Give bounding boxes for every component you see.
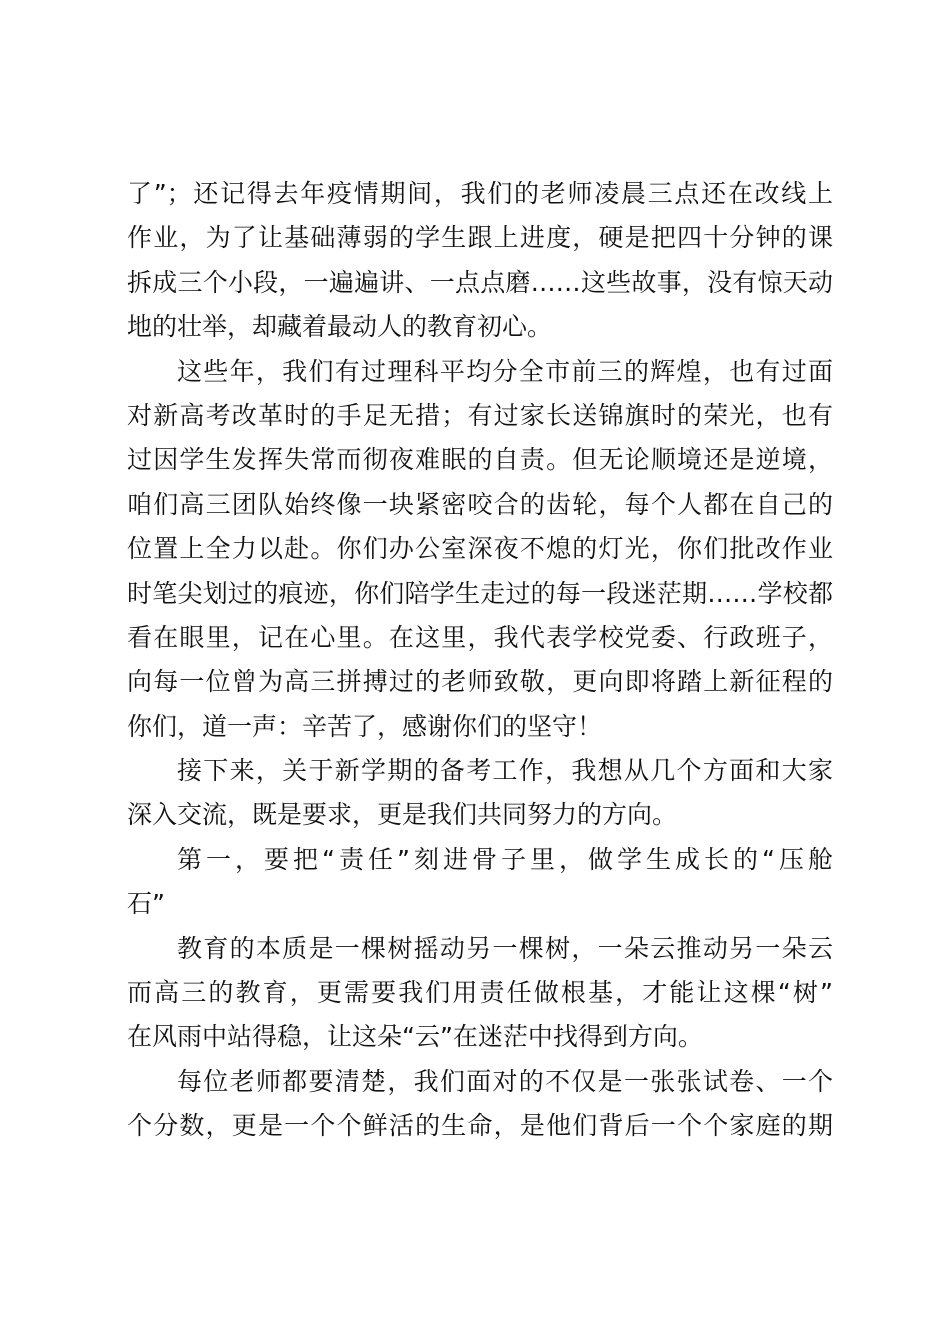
text-line: 地的壮举，却藏着最动人的教育初心。 — [127, 312, 553, 342]
text-line: 教育的本质是一棵树摇动另一棵树，一朵云推动另一朵云 — [177, 933, 833, 963]
body-text — [127, 172, 833, 1149]
text-line: 个分数，更是一个个鲜活的生命，是他们背后一个个家庭的期 — [127, 1111, 833, 1141]
text-line: 你们，道一声：辛苦了，感谢你们的坚守！ — [127, 711, 603, 741]
text-line: 向每一位曾为高三拼搏过的老师致敬，更向即将踏上新征程的 — [127, 667, 833, 697]
text-line: 对新高考改革时的手足无措；有过家长送锦旗时的荣光，也有 — [127, 400, 833, 430]
text-line: 在风雨中站得稳，让这朵“云”在迷茫中找得到方向。 — [127, 1022, 703, 1052]
text-line: 深入交流，既是要求，更是我们共同努力的方向。 — [127, 800, 678, 830]
text-line: 过因学生发挥失常而彻夜难眠的自责。但无论顺境还是逆境， — [127, 445, 833, 475]
text-line: 拆成三个小段，一遍遍讲、一点点磨……这些故事，没有惊天动 — [127, 267, 833, 297]
text-line: 接下来，关于新学期的备考工作，我想从几个方面和大家 — [177, 756, 833, 786]
text-line: 这些年，我们有过理科平均分全市前三的辉煌，也有过面 — [177, 356, 833, 386]
text-line: 而高三的教育，更需要我们用责任做根基，才能让这棵“树” — [127, 978, 833, 1008]
text-line: 每位老师都要清楚，我们面对的不仅是一张张试卷、一个 — [177, 1066, 833, 1096]
text-line: 了”；还记得去年疫情期间，我们的老师凌晨三点还在改线上 — [127, 179, 833, 208]
text-line: 时笔尖划过的痕迹，你们陪学生走过的每一段迷茫期……学校都 — [127, 578, 833, 608]
text-line: 位置上全力以赴。你们办公室深夜不熄的灯光，你们批改作业 — [127, 534, 833, 564]
text-line: 看在眼里，记在心里。在这里，我代表学校党委、行政班子， — [127, 622, 833, 652]
section-heading: 第一，要把“责任”刻进骨子里，做学生成长的“压舱 — [177, 844, 833, 874]
section-heading: 石” — [127, 889, 165, 919]
text-line: 作业，为了让基础薄弱的学生跟上进度，硬是把四十分钟的课 — [127, 223, 833, 253]
text-line: 咱们高三团队始终像一块紧密咬合的齿轮，每个人都在自己的 — [127, 489, 833, 519]
